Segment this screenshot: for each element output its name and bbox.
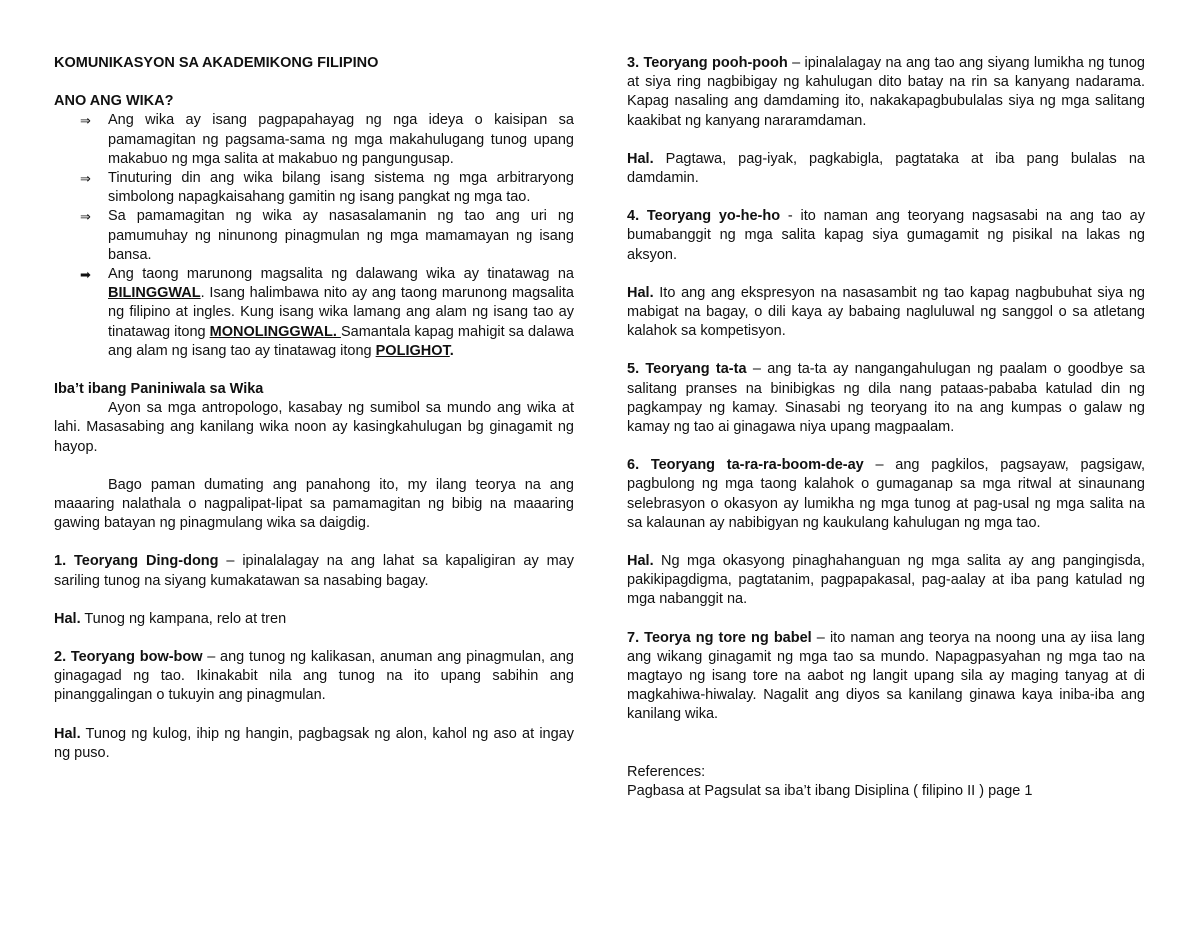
section-heading-paniniwala: Iba’t ibang Paniniwala sa Wika [54, 381, 264, 398]
list-item: ➡ Ang taong marunong magsalita ng dalawang wika ay tinatawag na BILINGGWAL. Isang halimbawa nito ay ang taong marunong magsalita ng filipino at ingles. Kung isang wika lamang ang alam ng isang tao ay tinatawag itong MONOLINGGWAL. Samantala kapag mahigit sa dalawa ang alam ng isang tao ay tinatawag itong POLIGHOT. [80, 266, 575, 359]
theory-4: 4. Teoryang yo-he-ho - ito naman ang teoryang nagsasabi na ang tao ay bumabanggit ng mga salita kapag siya gumagamit ng pisikal na lakas ng aksyon. [627, 208, 1145, 263]
theory-6: 6. Teoryang ta-ra-ra-boom-de-ay – ang pagkilos, pagsayaw, pagsigaw, pagbulong ng mga taong kalahok o gumaganap sa mga ritwal at sinaunang selebrasyon o okasyon ay lumikha ng mga tunog at pag-usal ng mga salita na sa kalaunan ay nabibigyan ng kaukulang kahulugan ng mga tao. [627, 457, 1145, 531]
theory-2: 2. Teoryang bow-bow – ang tunog ng kalikasan, anuman ang pinagmulan, ang ginagagad ng tao. Ikinakabit nila ang tunog na ito upang sabihin ang pinanggalingan o tukuyin ang pinagmulan. [54, 649, 574, 704]
left-column [54, 54, 574, 763]
theory-3-example: Hal. Pagtawa, pag-iyak, pagkabigla, pagtataka at iba pang bulalas na damdamin. [627, 150, 1145, 187]
theory-7: 7. Teorya ng tore ng babel – ito naman ang teorya na noong una ay iisa lang ang wikang ginagamit ng mga tao sa mundo. Napagpasyahan ng mga tao na magtayo ng isang tore na aabot ng langit upang sila ay maging tanyag at di magkahiwa-hiwalay. Nagalit ang diyos sa kanilang ginawa kaya iniba-iba ang kanilang wika. [627, 629, 1145, 723]
arrow-right-icon: ⇒ [80, 113, 91, 129]
theory-5: 5. Teoryang ta-ta – ang ta-ta ay nangangahulugan ng paalam o goodbye sa salitang pranses na binibigkas ng dila nang pataas-pababa katulad din ng pagkampay ng kamay. Sinasabi ng teoryang ito na ang kumpas o galaw ng kamay ng tao ai ginagawa niya upang magpaalam. [627, 361, 1145, 436]
theory-1: 1. Teoryang Ding-dong – ipinalalagay na ang lahat sa kapaligiran ay may sariling tunog na siyang kumakatawan sa nasabing bagay. [54, 553, 574, 589]
list-item: ⇒ Ang wika ay isang pagpapahayag ng nga ideya o kaisipan sa pamamagitan ng pagsama-sama ng mga makahulugang tunog upang makabuo ng mga salita at makabuo ng pangungusap. [80, 112, 574, 167]
arrow-right-icon: ⇒ [80, 209, 91, 225]
term-monolinggwal: MONOLINGGWAL. [209, 323, 341, 340]
document-title: KOMUNIKASYON SA AKADEMIKONG FILIPINO [54, 55, 379, 71]
theory-3: 3. Teoryang pooh-pooh – ipinalalagay na ang tao ang siyang lumikha ng tunog at siya ring nagbibigay ng kahulugan dito batay na rin sa kanyang nadarama. Kapag nasaling ang damdaming ito, nakakapagbubulalas siya ng mga salitang kaakibat ng kanyang nararamdaman. [627, 55, 1145, 129]
theory-2-example: Hal. Tunog ng kulog, ihip ng hangin, pagbagsak ng alon, kahol ng aso at ingay ng puso. [54, 725, 574, 761]
theory-6-example: Hal. Ng mga okasyong pinaghahanguan ng mga salita ay ang pangingisda, pakikipagdigma, pagtatanim, pagpapakasal, pag-aalay at iba pang katulad ng mga nabanggit na. [627, 553, 1145, 608]
references [627, 763, 1145, 801]
theory-1-example: Hal. Tunog ng kampana, relo at tren [54, 610, 287, 627]
references-label: References: [627, 763, 706, 780]
term-polighot: POLIGHOT [375, 342, 450, 359]
theory-4-example: Hal. Ito ang ang ekspresyon na nasasambit ng tao kapag nagbubuhat siya ng mabigat na bagay, o dili kaya ay babaing nagluluwal ng sanggol o sa atletang kalahok sa kompetisyon. [627, 284, 1145, 340]
list-item: ⇒ Sa pamamagitan ng wika ay nasasalamanin ng tao ang uri ng pamumuhay ng ninunong pinagmulan ng mga mamamayan ng isang bansa. [80, 208, 574, 263]
paragraph: Bago paman dumating ang panahong ito, my ilang teorya na ang maaaring nalathala o nagpalipat-lipat sa pamamagitan ng bibig na maaaring gawing batayan ng pinagmulang wika sa daigdig. [54, 476, 574, 532]
list-item: ⇒ Tinuturing din ang wika bilang isang sistema ng mga arbitraryong simbolong napagkaisahang gamitin ng isang pangkat ng mga tao. [80, 170, 574, 206]
reference-entry: Pagbasa at Pagsulat sa iba’t ibang Disiplina ( filipino II ) page 1 [627, 782, 1033, 799]
bold-arrow-right-icon: ➡ [80, 267, 91, 283]
section-heading-ano-ang-wika: ANO ANG WIKA? [54, 93, 174, 110]
paragraph: Ayon sa mga antropologo, kasabay ng sumibol sa mundo ang wika at lahi. Masasabing ang kanilang wika noon ay kasingkahulugan bg ginagamit ng hayop. [54, 400, 574, 455]
definition-list [54, 111, 574, 361]
term-bilinggwal: BILINGGWAL [108, 285, 201, 302]
arrow-right-icon: ⇒ [80, 171, 91, 187]
right-column [627, 54, 1145, 801]
